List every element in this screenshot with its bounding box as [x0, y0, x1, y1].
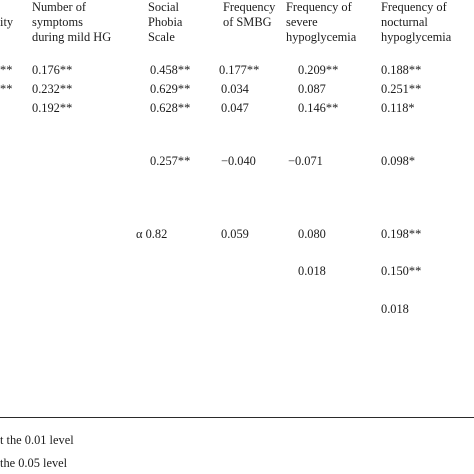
table-cell: 0.047 — [221, 101, 249, 115]
table-cell: 0.146** — [298, 101, 339, 115]
table-bottom-rule — [0, 417, 474, 418]
table-cell: 0.209** — [298, 63, 339, 77]
table-cell: 0.080 — [298, 227, 326, 241]
header-col5: Frequency of nocturnal hypoglycemia — [381, 0, 452, 44]
table-cell: 0.018 — [298, 264, 326, 278]
table-cell: 0.034 — [221, 82, 249, 96]
table-cell: 0.118* — [381, 101, 415, 115]
table-cell: 0.198** — [381, 227, 422, 241]
header-col4: Frequency of severe hypoglycemia — [286, 0, 357, 44]
table-cell: 0.176** — [32, 63, 73, 77]
table-cell: ** — [0, 82, 13, 96]
header-col3: Frequency of SMBG — [223, 0, 276, 29]
header-col0: ity — [0, 15, 14, 29]
table-cell: 0.150** — [381, 264, 422, 278]
table-cell: α 0.82 — [136, 227, 168, 241]
table-cell: 0.629** — [150, 82, 191, 96]
table-cell: 0.059 — [221, 227, 249, 241]
table-cell: 0.232** — [32, 82, 73, 96]
table-cell: 0.018 — [381, 302, 409, 316]
table-cell: −0.071 — [288, 154, 323, 168]
table-cell: 0.087 — [298, 82, 326, 96]
footnote: t the 0.01 level — [0, 433, 74, 447]
table-cell: ** — [0, 63, 13, 77]
table-cell: 0.098* — [381, 154, 416, 168]
table-cell: 0.188** — [381, 63, 422, 77]
footnote: the 0.05 level — [0, 456, 68, 470]
table-cell: 0.251** — [381, 82, 422, 96]
header-col1: Number of symptoms during mild HG — [32, 0, 112, 44]
table-cell: 0.177** — [219, 63, 260, 77]
table-cell: −0.040 — [221, 154, 256, 168]
table-cell: 0.458** — [150, 63, 191, 77]
table-cell: 0.628** — [150, 101, 191, 115]
header-col2: Social Phobia Scale — [148, 0, 183, 44]
table-cell: 0.192** — [32, 101, 73, 115]
table-cell: 0.257** — [150, 154, 191, 168]
